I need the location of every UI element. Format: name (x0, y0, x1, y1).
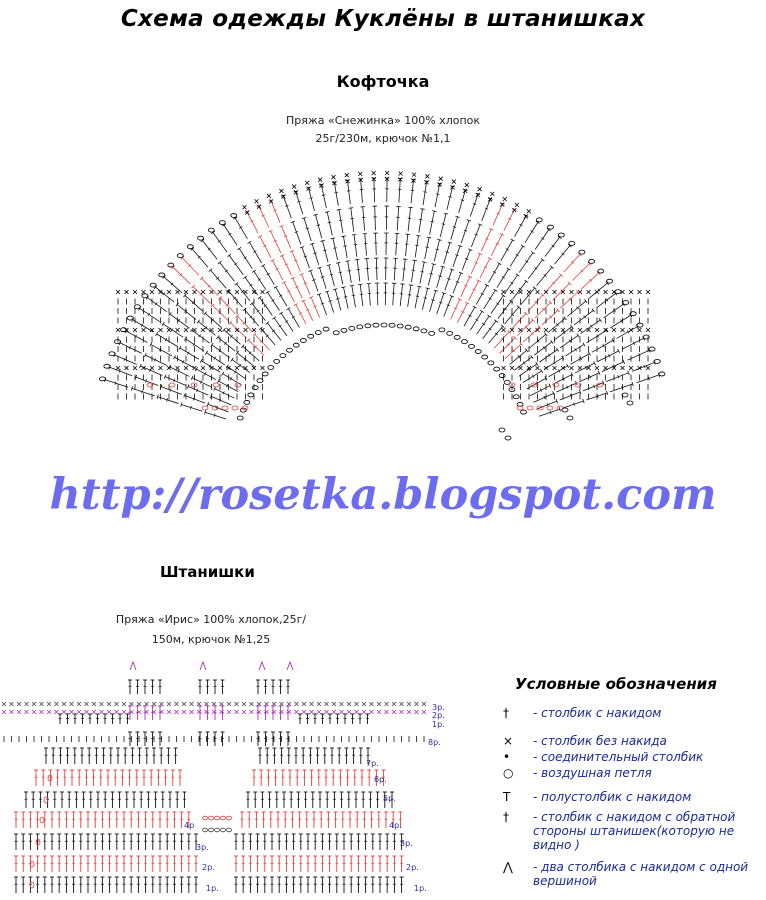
single-crochet-mark (355, 702, 359, 706)
row-label-inner: 3р. (196, 843, 209, 852)
legend-title: Условные обозначения (515, 675, 717, 693)
single-crochet-mark (77, 702, 81, 706)
legend-item (503, 860, 763, 888)
single-crochet-mark (295, 710, 299, 714)
row-label: 5р. (383, 794, 396, 803)
legend-item (503, 810, 763, 852)
single-crochet-mark (325, 710, 329, 714)
single-crochet-mark (100, 710, 104, 714)
single-crochet-mark (227, 702, 231, 706)
single-crochet-mark (92, 702, 96, 706)
single-crochet-mark (280, 702, 284, 706)
top-yarn-line-2: 25г/230м, крючок №1,1 (315, 132, 451, 145)
single-crochet-mark (347, 710, 351, 714)
single-crochet-mark (32, 710, 36, 714)
single-crochet-mark (160, 702, 164, 706)
single-crochet-mark (227, 710, 231, 714)
legend-item (503, 734, 763, 748)
single-crochet-mark (85, 702, 89, 706)
single-crochet-mark (55, 710, 59, 714)
back-double-crochet-icon: † (503, 810, 509, 824)
row-label: 7р. (366, 759, 379, 768)
half-double-crochet-icon: T (503, 790, 511, 804)
dc2tog-mark (259, 662, 265, 670)
chain-mark (221, 828, 226, 832)
single-crochet-mark (340, 710, 344, 714)
single-crochet-mark (62, 702, 66, 706)
single-crochet-mark (257, 702, 261, 706)
page-title: Схема одежды Куклёны в штанишках (120, 6, 646, 32)
chain-mark (203, 828, 208, 832)
row-label: 3р. (400, 839, 413, 848)
single-crochet-mark (122, 710, 126, 714)
single-crochet-mark (400, 710, 404, 714)
single-crochet-mark (235, 710, 239, 714)
single-crochet-mark (47, 710, 51, 714)
dc2tog-icon: ⋀ (503, 860, 513, 874)
chain-mark (227, 828, 232, 832)
chain-mark-red (221, 816, 226, 820)
pants-yarn-line-2: 150м, крючок №1,25 (151, 633, 271, 646)
single-crochet-mark (332, 702, 336, 706)
single-crochet-mark (392, 710, 396, 714)
legend-item (503, 790, 763, 804)
row-label: 6р. (374, 775, 387, 784)
single-crochet-mark (212, 702, 216, 706)
single-crochet-mark (47, 702, 51, 706)
double-crochet-icon: † (503, 706, 509, 720)
chain-mark (209, 828, 214, 832)
row-label-inner: 1р. (206, 884, 219, 893)
single-crochet-mark (250, 710, 254, 714)
single-crochet-mark (55, 702, 59, 706)
single-crochet-mark (370, 702, 374, 706)
single-crochet-mark (250, 702, 254, 706)
dc2tog-mark (130, 662, 136, 670)
single-crochet-mark (70, 710, 74, 714)
row-label: 1р. (414, 884, 427, 893)
legend-item-label: - столбик с накидом с обратной стороны штанишек(которую не видно ) (533, 810, 736, 852)
chain-mark-red (203, 816, 208, 820)
single-crochet-icon: × (503, 734, 514, 748)
pants-chart-title: Штанишки (160, 563, 255, 581)
row-label: 8р. (428, 738, 441, 747)
single-crochet-mark (242, 702, 246, 706)
legend-item-label: - два столбика с накидом с одной вершиной (533, 860, 749, 888)
single-crochet-mark (182, 702, 186, 706)
row-label: 1р. (432, 720, 445, 729)
single-crochet-mark (190, 702, 194, 706)
single-crochet-mark (385, 710, 389, 714)
single-crochet-mark (317, 710, 321, 714)
legend-item (503, 766, 763, 780)
single-crochet-mark (325, 702, 329, 706)
legend-item-label: - столбик с накидом (533, 706, 662, 720)
legend-item-label: - воздушная петля (533, 766, 652, 780)
watermark-url: http://rosetka.blogspot.com (49, 470, 717, 520)
single-crochet-mark (355, 710, 359, 714)
single-crochet-mark (167, 702, 171, 706)
row-label: 2р. (406, 863, 419, 872)
single-crochet-mark (235, 702, 239, 706)
single-crochet-mark (25, 710, 29, 714)
chain-mark-red (40, 817, 44, 823)
single-crochet-mark (10, 710, 14, 714)
legend-item-label: - столбик без накида (533, 734, 667, 748)
single-crochet-mark (407, 702, 411, 706)
single-crochet-mark (272, 702, 276, 706)
pants-yarn-line-1: Пряжа «Ирис» 100% хлопок,25г/ (115, 613, 307, 626)
row-label: 2р. (432, 711, 445, 720)
slip-stitch-icon: • (503, 750, 511, 764)
single-crochet-mark (77, 710, 81, 714)
single-crochet-mark (122, 702, 126, 706)
single-crochet-mark (145, 702, 149, 706)
single-crochet-mark (362, 710, 366, 714)
single-crochet-mark (197, 702, 201, 706)
single-crochet-mark (347, 702, 351, 706)
single-crochet-mark (317, 702, 321, 706)
chain-mark-red (215, 816, 220, 820)
single-crochet-mark (302, 702, 306, 706)
single-crochet-mark (115, 710, 119, 714)
single-crochet-mark (107, 702, 111, 706)
top-chart-title: Кофточка (336, 72, 430, 91)
single-crochet-mark (40, 702, 44, 706)
chain-mark-red (209, 816, 214, 820)
single-crochet-mark (70, 702, 74, 706)
single-crochet-mark (92, 710, 96, 714)
dc2tog-mark (200, 662, 206, 670)
single-crochet-mark (377, 702, 381, 706)
single-crochet-mark (175, 702, 179, 706)
single-crochet-mark (205, 702, 209, 706)
row-label-inner: 2р. (202, 863, 215, 872)
single-crochet-mark (385, 702, 389, 706)
chain-mark (215, 828, 220, 832)
single-crochet-mark (310, 702, 314, 706)
single-crochet-mark (190, 710, 194, 714)
legend-item-label: - соединительный столбик (533, 750, 704, 764)
dc2tog-mark (287, 662, 293, 670)
single-crochet-mark (400, 702, 404, 706)
chain-stitch-icon: ○ (503, 766, 514, 780)
row-label: 3р. (432, 703, 445, 712)
legend-item-label: - полустолбик с накидом (533, 790, 692, 804)
single-crochet-mark (392, 702, 396, 706)
single-crochet-mark (175, 710, 179, 714)
single-crochet-mark (17, 702, 21, 706)
row-label-inner: 4р (184, 821, 195, 830)
single-crochet-mark (137, 702, 141, 706)
legend-item (503, 706, 763, 720)
single-crochet-mark (220, 702, 224, 706)
single-crochet-mark (422, 710, 426, 714)
single-crochet-mark (10, 702, 14, 706)
legend-item (503, 750, 763, 764)
single-crochet-mark (62, 710, 66, 714)
top-yarn-line-1: Пряжа «Снежинка» 100% хлопок (285, 114, 481, 127)
single-crochet-mark (182, 710, 186, 714)
row-label: 4р. (389, 821, 402, 830)
single-crochet-mark (85, 710, 89, 714)
single-crochet-mark (370, 710, 374, 714)
single-crochet-mark (115, 702, 119, 706)
single-crochet-mark (415, 710, 419, 714)
single-crochet-mark (100, 702, 104, 706)
single-crochet-mark (167, 710, 171, 714)
single-crochet-mark (415, 702, 419, 706)
chain-mark-red (227, 816, 232, 820)
single-crochet-mark (377, 710, 381, 714)
single-crochet-mark (2, 702, 6, 706)
single-crochet-mark (340, 702, 344, 706)
single-crochet-mark (242, 710, 246, 714)
single-crochet-mark (107, 710, 111, 714)
single-crochet-mark (407, 710, 411, 714)
single-crochet-mark (32, 702, 36, 706)
single-crochet-mark (17, 710, 21, 714)
single-crochet-mark (25, 702, 29, 706)
single-crochet-mark (362, 702, 366, 706)
single-crochet-mark (310, 710, 314, 714)
single-crochet-mark (265, 702, 269, 706)
single-crochet-mark (287, 702, 291, 706)
single-crochet-mark (130, 702, 134, 706)
single-crochet-mark (295, 702, 299, 706)
single-crochet-mark (40, 710, 44, 714)
single-crochet-mark (152, 702, 156, 706)
single-crochet-mark (332, 710, 336, 714)
single-crochet-mark (2, 710, 6, 714)
single-crochet-mark (302, 710, 306, 714)
single-crochet-mark (422, 702, 426, 706)
